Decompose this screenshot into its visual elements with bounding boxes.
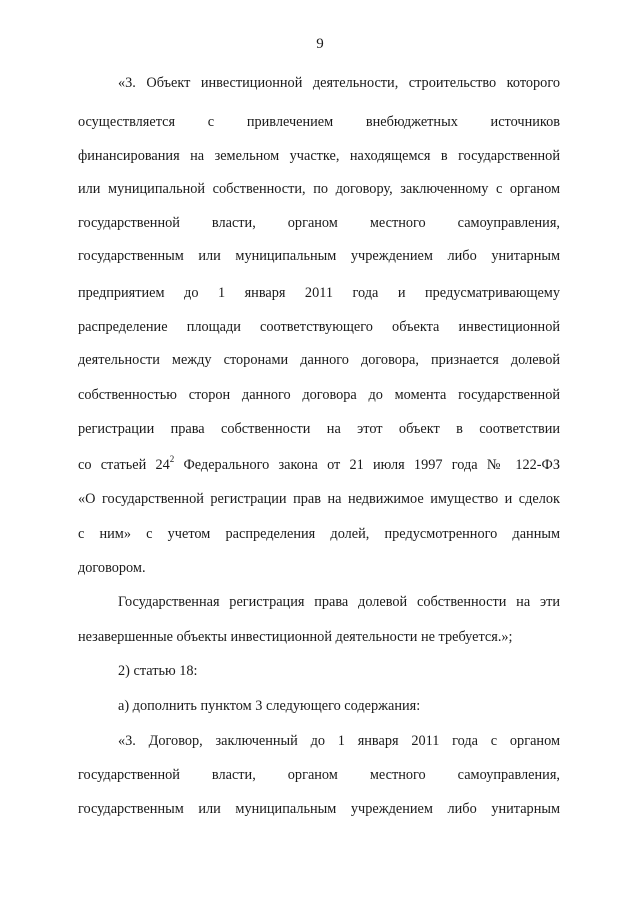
text-line: «О государственной регистрации прав на недвижимое имущество и сделок xyxy=(78,491,560,507)
text-line: государственным или муниципальным учреждением либо унитарным xyxy=(78,801,560,817)
text-line: государственной власти, органом местного самоуправления, xyxy=(78,767,560,783)
text-line: «3. Договор, заключенный до 1 января 2011 года с органом xyxy=(118,733,560,749)
text-fragment: со статьей 24 xyxy=(78,457,170,473)
text-line: незавершенные объекты инвестиционной деятельности не требуется.»; xyxy=(78,629,513,645)
text-line: «3. Объект инвестиционной деятельности, строительство которого xyxy=(118,75,560,91)
page-number: 9 xyxy=(316,36,324,52)
text-line: договором. xyxy=(78,560,146,576)
text-line: а) дополнить пунктом 3 следующего содержания: xyxy=(118,698,421,714)
text-line: предприятием до 1 января 2011 года и предусматривающему xyxy=(78,285,560,301)
text-line: регистрации права собственности на этот объект в соответствии xyxy=(78,421,560,437)
text-line: финансирования на земельном участке, находящемся в государственной xyxy=(78,148,560,164)
text-line: деятельности между сторонами данного договора, признается долевой xyxy=(78,352,560,368)
text-line: с ним» с учетом распределения долей, предусмотренного данным xyxy=(78,526,560,542)
text-line: 2) статью 18: xyxy=(118,663,198,679)
text-line: Государственная регистрация права долевой собственности на эти xyxy=(118,594,560,610)
text-line: или муниципальной собственности, по договору, заключенному с органом xyxy=(78,181,560,197)
text-line: государственным или муниципальным учреждением либо унитарным xyxy=(78,248,560,264)
text-line: государственной власти, органом местного самоуправления, xyxy=(78,215,560,231)
text-fragment: Федерального закона от 21 июля 1997 года № 122-ФЗ xyxy=(174,457,560,473)
text-line-with-superscript xyxy=(78,456,560,474)
superscript: 2 xyxy=(169,454,175,465)
text-line: распределение площади соответствующего объекта инвестиционной xyxy=(78,319,560,335)
text-line: осуществляется с привлечением внебюджетных источников xyxy=(78,114,560,130)
text-line: собственностью сторон данного договора до момента государственной xyxy=(78,387,560,403)
